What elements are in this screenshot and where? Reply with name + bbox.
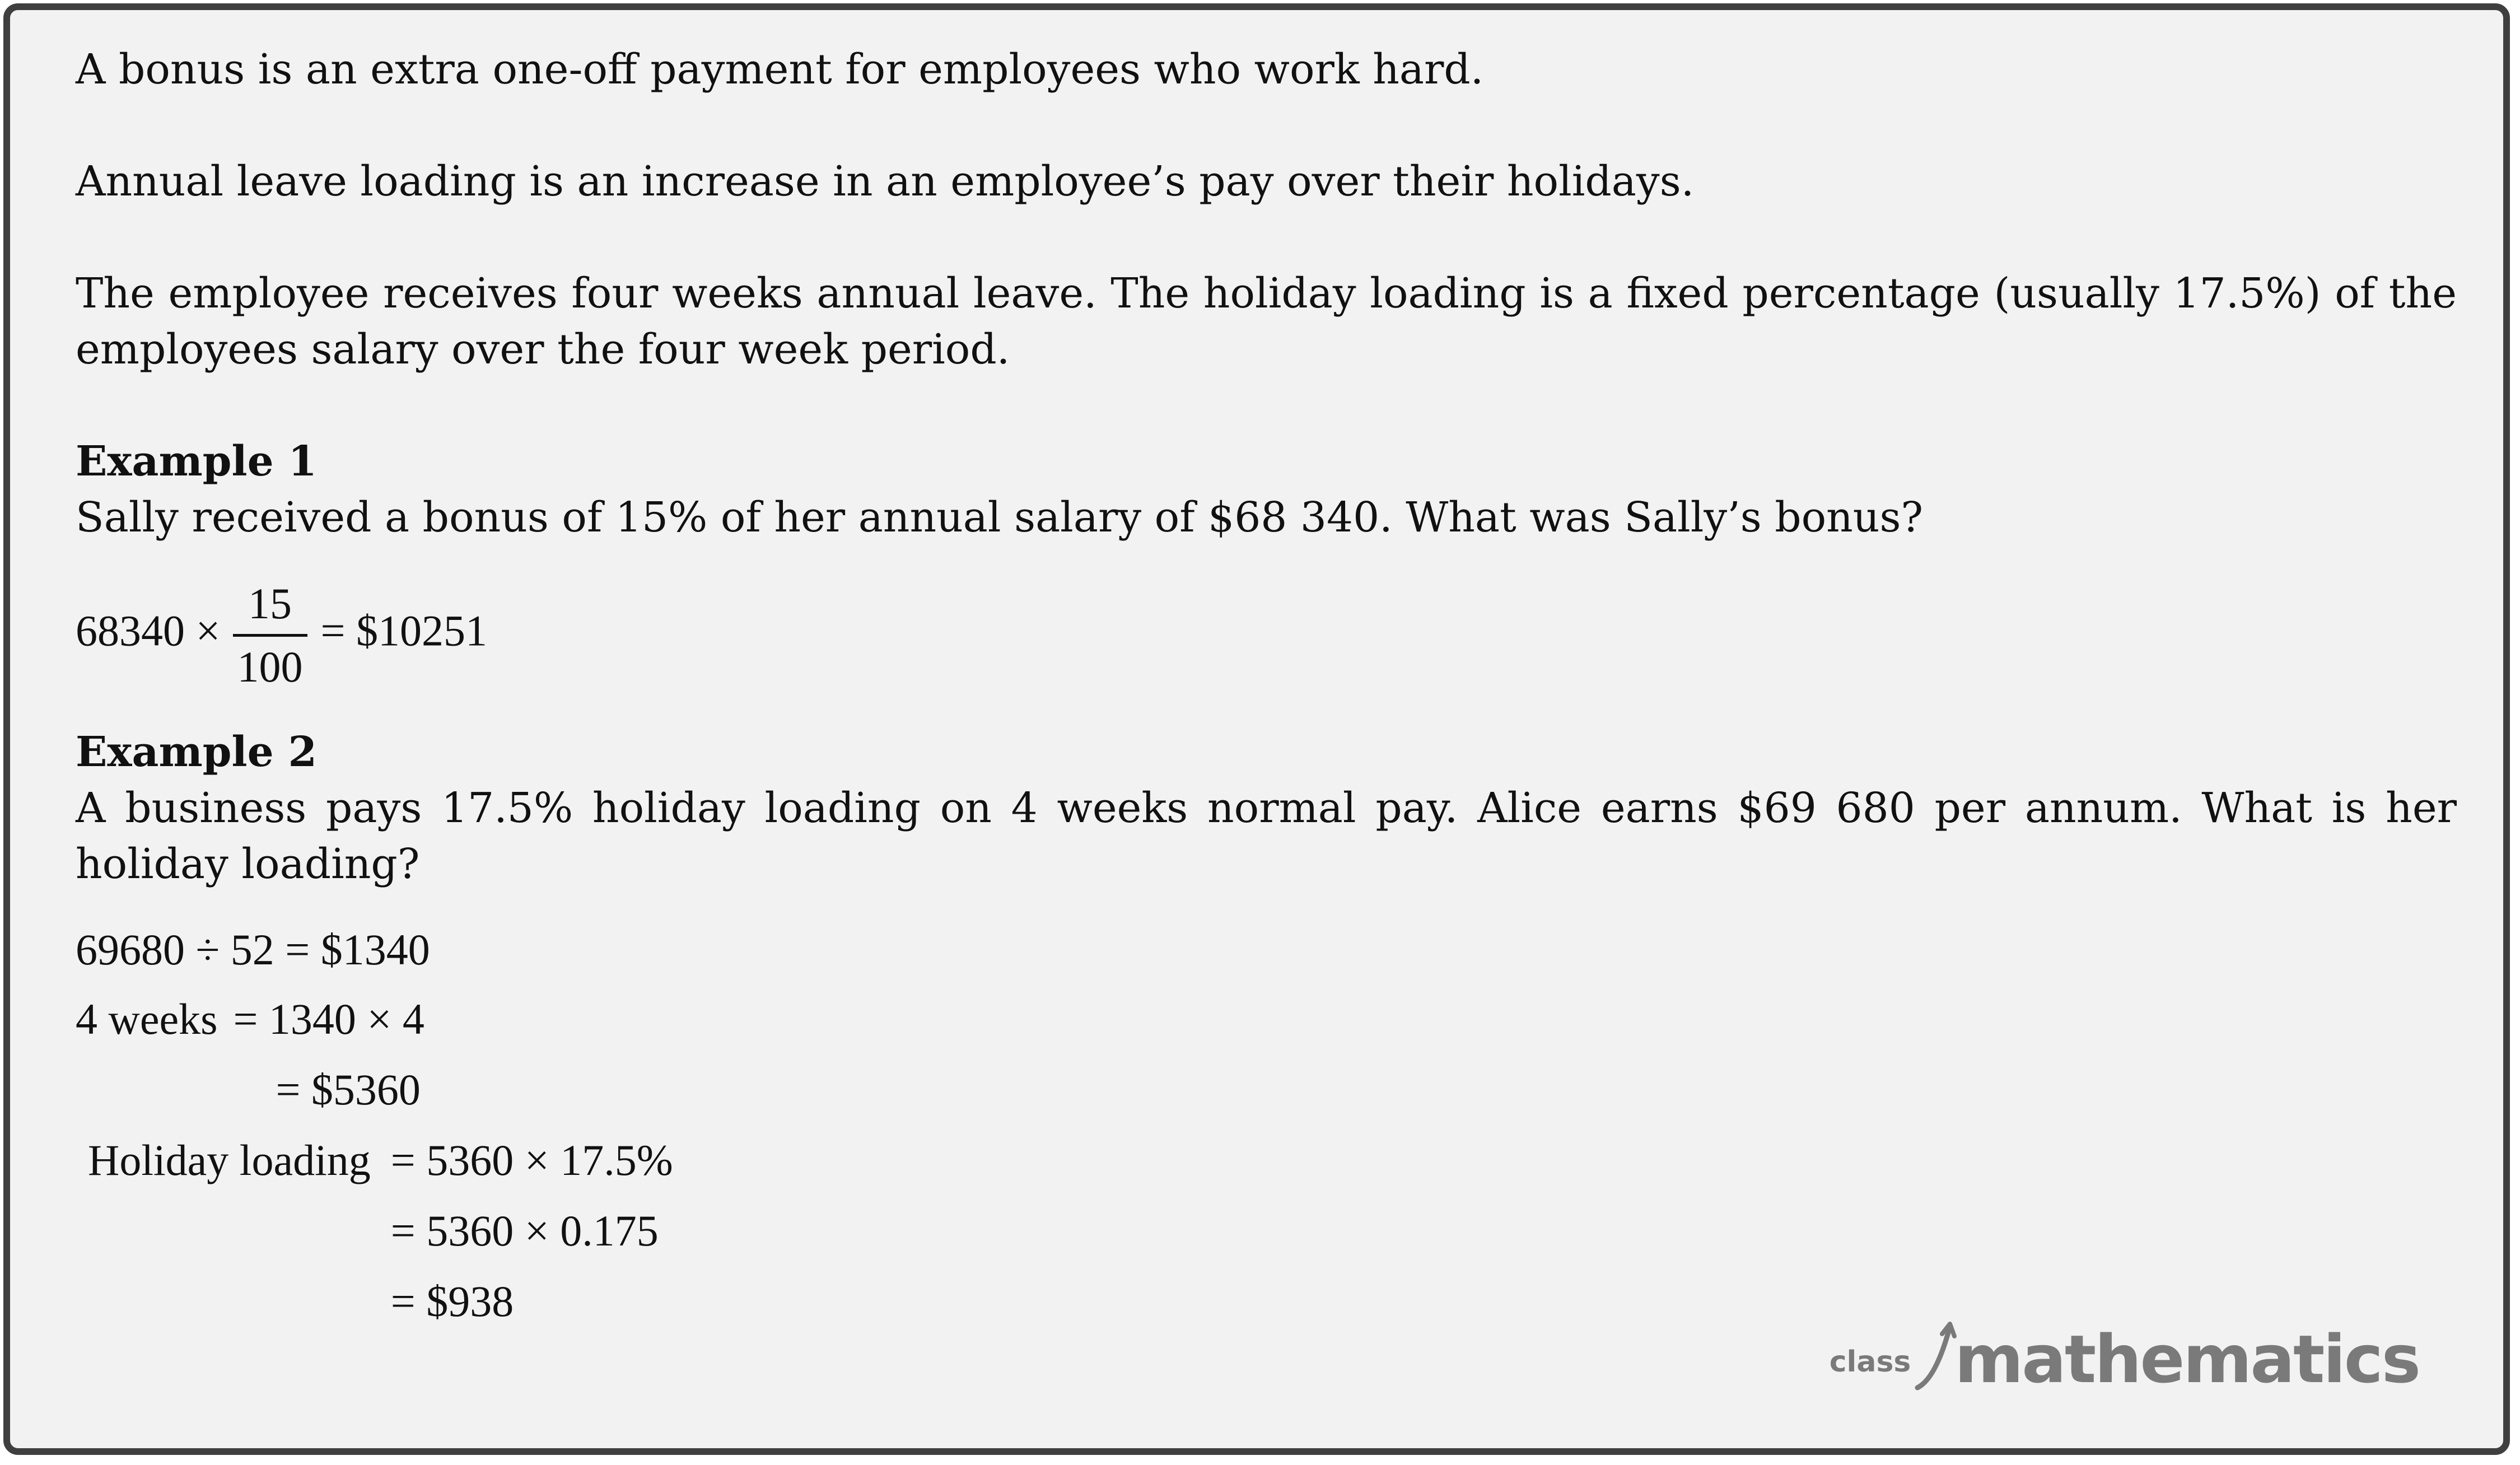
example-2-question: A business pays 17.5% holiday loading on 4 weeks normal pay. Alice earns $69 680 per annum. What is her holiday loading? (76, 784, 2457, 888)
content-card (3, 3, 2510, 1455)
fraction (233, 573, 307, 697)
bonus-definition: A bonus is an extra one-off payment for employees who work hard. (76, 45, 1484, 94)
example-1-question: Sally received a bonus of 15% of her annual salary of $68 340. What was Sally’s bonus? (76, 493, 1924, 542)
four-weeks-line-2: = $5360 (276, 1065, 421, 1114)
fraction-denominator: 100 (233, 634, 307, 697)
holiday-loading-working (88, 1125, 673, 1337)
logo-swoosh-icon (1914, 1319, 1959, 1392)
leave-loading-definition: Annual leave loading is an increase in an employee’s pay over their holidays. (76, 157, 1695, 206)
logo-class-text: class (1829, 1345, 1911, 1379)
holiday-loading-explanation: The employee receives four weeks annual leave. The holiday loading is a fixed percentage (usually 17.5%) of the employees salary over the four week period. (76, 269, 2457, 374)
four-weeks-label: 4 weeks (76, 995, 218, 1043)
holiday-loading-line-2: = 5360 × 0.175 (390, 1206, 659, 1255)
classmathematics-logo (1829, 1319, 2419, 1398)
logo-mathematics-text: mathematics (1954, 1321, 2419, 1398)
holiday-loading-line-3: = $938 (390, 1277, 514, 1326)
four-weeks-line-1: = 1340 × 4 (233, 995, 424, 1043)
holiday-loading-line-1: = 5360 × 17.5% (390, 1136, 673, 1184)
example-1-calculation (76, 573, 2457, 697)
lesson-content (76, 41, 2457, 1337)
fraction-numerator: 15 (248, 579, 292, 628)
four-weeks-working (76, 984, 424, 1125)
example-1-heading: Example 1 (76, 437, 317, 486)
weekly-pay-step: 69680 ÷ 52 = $1340 (76, 925, 430, 974)
calc-result: = $10251 (320, 606, 487, 655)
calc-left: 68340 × (76, 606, 221, 655)
example-2-heading: Example 2 (76, 728, 317, 776)
holiday-loading-label: Holiday loading (88, 1136, 371, 1184)
